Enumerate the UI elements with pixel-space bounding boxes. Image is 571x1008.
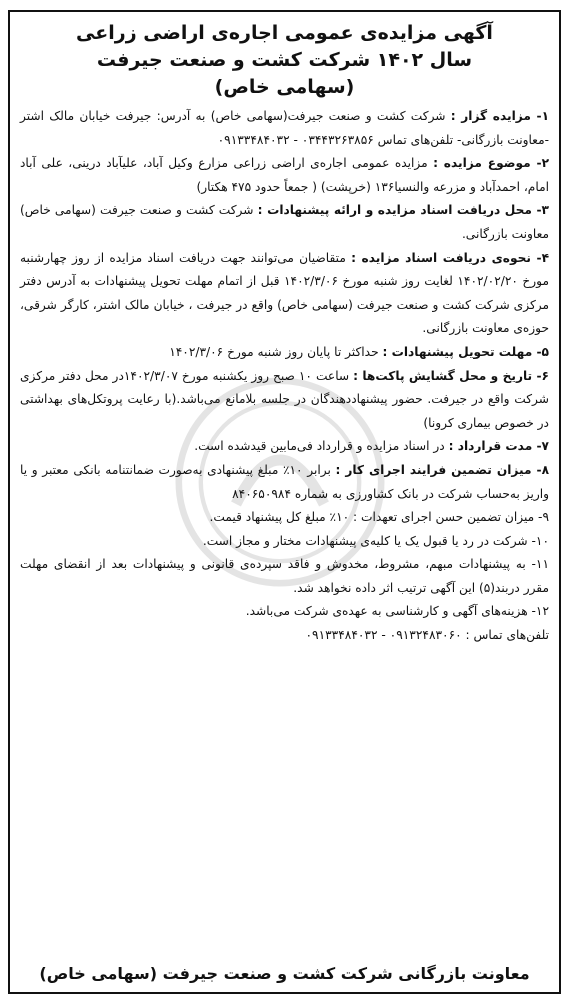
clause-text: مزایده عمومی اجاره‌ی اراضی زراعی مزارع وکیل آباد، علیآباد درینی، علی آباد امام، احمدآباد و مزرعه والنسیا۱۳۶ (خرپشت) ( جمعاً حدود ۴۷۵ هکتار) <box>20 156 549 194</box>
clause-label: ۲- موضوع مزایده : <box>433 156 550 171</box>
clause-label: ۸- میزان تضمین فرایند اجرای کار : <box>335 462 550 477</box>
clause-text: در اسناد مزایده و قرارداد فی‌مابین قیدشده است. <box>194 439 445 454</box>
notice-body <box>20 105 549 648</box>
clause-5 <box>20 341 549 365</box>
clause-label: ۵- مهلت تحویل پیشنهادات : <box>382 344 549 359</box>
clause-10 <box>20 530 549 554</box>
clause-text: ۱۱- به پیشنهادات مبهم، مشروط، مخدوش و فاقد سپرده‌ی قانونی و پیشنهادات بعد از انقضای مهلت مقرر دربند(۵) این آگهی ترتیب اثر داده نخواهد شد. <box>20 557 549 595</box>
clause-text: ۱۲- هزینه‌های آگهی و کارشناسی به عهده‌ی شرکت می‌باشد. <box>245 604 549 619</box>
notice-frame <box>8 10 561 994</box>
clause-6 <box>20 365 549 436</box>
notice-title-line3: (سهامی خاص) <box>214 76 355 98</box>
contact-phones: تلفن‌های تماس : ۰۹۱۳۲۴۸۳۰۶۰ - ۰۹۱۳۳۴۸۴۰۳۲ <box>305 628 549 643</box>
clause-9 <box>20 506 549 530</box>
clause-text: حداکثر تا پایان روز شنبه مورخ ۱۴۰۲/۳/۰۶ <box>169 344 379 359</box>
clause-text: ساعت ۱۰ صبح روز یکشنبه مورخ ۱۴۰۲/۳/۰۷در محل دفتر مرکزی شرکت واقع در جیرفت. حضور پیشنهاددهندگان در جلسه بلامانع می‌باشد.(با رعایت پروتکل‌های بهداشتی در خصوص بیماری کرونا) <box>20 368 549 430</box>
clause-11 <box>20 553 549 600</box>
clause-text: شرکت کشت و صنعت جیرفت (سهامی خاص) معاونت بازرگانی. <box>20 203 549 241</box>
clause-text: ۱۰- شرکت در رد یا قبول یک یا کلیه‌ی پیشنهادات مختار و مجاز است. <box>202 533 549 548</box>
clause-label: ۴- نحوه‌ی دریافت اسناد مزایده : <box>351 250 550 265</box>
notice-title-line2: سال ۱۴۰۲ شرکت کشت و صنعت جیرفت <box>96 49 473 71</box>
clause-label: ۶- تاریخ و محل گشایش پاکت‌ها : <box>353 368 549 383</box>
clause-7 <box>20 435 549 459</box>
clause-label: ۳- محل دریافت اسناد مزایده و ارائه پیشنهادات : <box>257 203 549 218</box>
clause-text: شرکت کشت و صنعت جیرفت(سهامی خاص) به آدرس: جیرفت خیابان مالک اشتر -معاونت بازرگانی- تلفن‌های تماس ۰۳۴۴۳۲۶۳۸۵۶ - ۰۹۱۳۳۴۸۴۰۳۲ <box>20 109 549 147</box>
clause-text: برابر ۱۰٪ مبلغ پیشنهادی به‌صورت ضمانتنامه بانکی معتبر و یا واریز به‌حساب شرکت در بانک کشاورزی به شماره ۸۴۰۶۵۰۹۸۴ <box>20 462 549 501</box>
notice-title-line1: آگهی مزایده‌ی عمومی اجاره‌ی اراضی زراعی <box>76 22 493 44</box>
clause-label: ۱- مزایده گزار : <box>450 109 550 123</box>
clause-12 <box>20 600 549 624</box>
clause-text: ۹- میزان تضمین حسن اجرای تعهدات : ۱۰٪ مبلغ کل پیشنهاد قیمت. <box>209 510 549 525</box>
clause-2 <box>20 152 549 199</box>
clause-4 <box>20 247 549 341</box>
clause-1 <box>20 105 549 152</box>
notice-footer: معاونت بازرگانی شرکت کشت و صنعت جیرفت (سهامی خاص) <box>39 964 530 983</box>
clause-label: ۷- مدت قرارداد : <box>448 439 549 454</box>
clause-8 <box>20 459 549 506</box>
clause-text: متقاضیان می‌توانند جهت دریافت اسناد مزایده از روز چهارشنبه مورخ ۱۴۰۲/۰۲/۲۰ لغایت روز شنبه مورخ ۱۴۰۲/۳/۰۶ قبل از اتمام مهلت تحویل پیشنهادات به آدرس دفتر مرکزی شرکت کشت و صنعت جیرفت (سهامی خاص) واقع در جیرفت ، خیابان مالک اشتر، کارگر شرقی، حوزه‌ی معاونت بازرگانی. <box>20 250 549 336</box>
clause-3 <box>20 199 549 246</box>
